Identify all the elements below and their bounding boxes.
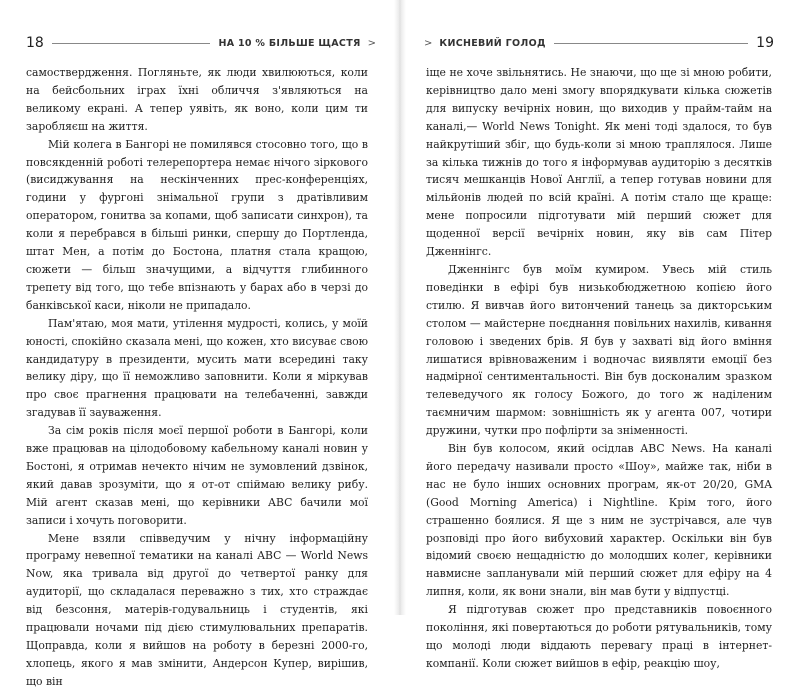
right-page-body [426, 64, 772, 670]
book-gutter [394, 0, 406, 615]
chevron-right-icon: > [424, 37, 433, 49]
paragraph: Мій колега в Бангорі не помилявся стосовно того, що в повсякденній роботі телерепортера немає нічого зіркового (висиджування на нескінченних прес-конференціях, години у фургоні знімальної групи з дратівливим оператором, гонитва за копами, щоб записати синхрон), та коли я перебрався в більші ринки, спершу до Портленда, штат Мен, а потім до Бостона, платня стала кращою, сюжети — більш значущими, а відчуття глибинного трепету від того, що тебе впізнають у барах або в черзі до банківської каси, ніколи не припадало. [26, 137, 368, 312]
paragraph: Пам'ятаю, моя мати, утілення мудрості, колись, у моїй юності, спокійно сказала мені, що кожен, хто висуває свою кандидатуру в президенти, мусить мати всередині таку велику діру, що її неможливо заповнити. Коли я міркував про своє прагнення працювати на телебаченні, завжди згадував її зауваження. [26, 316, 368, 420]
left-header-rule [52, 43, 211, 44]
left-page-number: 18 [26, 35, 44, 51]
right-page-number: 19 [756, 35, 774, 51]
left-page-body [26, 64, 368, 688]
right-page [406, 0, 800, 670]
paragraph: За сім років після моєї першої роботи в Бангорі, коли вже працював на цілодобовому кабельному каналі новин у Бостоні, я отримав нечекто нічим не зумовлений дзвінок, який давав зрозуміти, що я от-от спіймаю велику рибу. Мій агент сказав мені, що керівники ABC бачили мої записи і хочуть поговорити. [26, 424, 368, 527]
left-page-header [26, 32, 376, 54]
right-page-header [424, 32, 774, 54]
paragraph: Я підготував сюжет про представників повоєнного покоління, які повертаються до роботи рятувальників, тому що молоді люди віддають перевагу праці в інтернет-компанії. Коли сюжет вийшов в ефір, реакцію шоу, [426, 603, 772, 670]
chevron-right-icon: > [367, 37, 376, 49]
paragraph: іще не хоче звільнятись. Не знаючи, що ще зі мною робити, керівництво дало мені змогу впорядкувати кілька сюжетів для випуску вечірніх новин, що виходив у прайм-тайм на каналі,— World News Tonight. Як мені тоді здалося, то був найкрутіший збіг, що будь-коли зі мною траплялося. Лише за кілька тижнів до того я інформував аудиторію з десятків тисяч мешканців Нової Англії, а тепер готував новини для мільйонів людей по всій країні. А потім стало ще краще: мене попросили підготувати мій перший сюжет для щоденної версії вечірніх новин, яку вів сам Пітер Дженнінгс. [426, 66, 772, 259]
left-running-title: НА 10 % БІЛЬШЕ ЩАСТЯ [218, 37, 361, 49]
right-header-rule [554, 43, 748, 44]
paragraph: Дженнінгс був моїм кумиром. Увесь мій стиль поведінки в ефірі був низькобюджетною копією його стилю. Я вивчав його витончений танець за дикторським столом — майстерне поєднання повільних нахилів, кивання головою і зведених брів. Я був у захваті від його вміння лишатися врівноваженим і водночас виявляти емоції без надмірної сентиментальності. Він був досконалим зразком телеведучого як голосу Божого, до того ж наділеним таємничим шармом: зовнішність як у агента 007, чотири дружини, чутки про пофлірти за зніменності. [426, 262, 772, 438]
paragraph: самоствердження. Погляньте, як люди хвилюються, коли на бейсбольних іграх їхні обличчя з'являються на великому екрані. А тепер уявіть, як воно, коли цим ти заробляєш на життя. [26, 66, 368, 133]
paragraph: Мене взяли співведучим у нічну інформаційну програму невепної тематики на каналі ABC — World News Now, яка тривала від другої до четвертої ранку для аудиторії, що складалася переважно з тих, хто страждає від безсоння, матерів-годувальниць і студентів, які працювали ночами під дією стимулювальних препаратів. Щоправда, коли я вийшов на роботу в березні 2000-го, хлопець, якого я мав змінити, Андерсон Купер, вирішив, що він [26, 531, 368, 688]
right-running-title: КИСНЕВИЙ ГОЛОД [439, 37, 546, 49]
left-page [0, 0, 394, 688]
paragraph: Він був колосом, який осідлав ABC News. На каналі його передачу називали просто «Шоу», майже так, ніби в нас не було інших основних програм, як-от 20/20, GMA (Good Morning America) і Nightline. Крім того, його страшенно боялися. Я ще з ним не зустрічався, але чув розповіді про його вибуховий характер. Оскільки він був відомий своєю нещадністю до молодших колег, керівники навмисне запланували мій перший сюжет для ефіру на 4 липня, коли, як вони знали, він мав бути у відпустці. [426, 442, 772, 599]
